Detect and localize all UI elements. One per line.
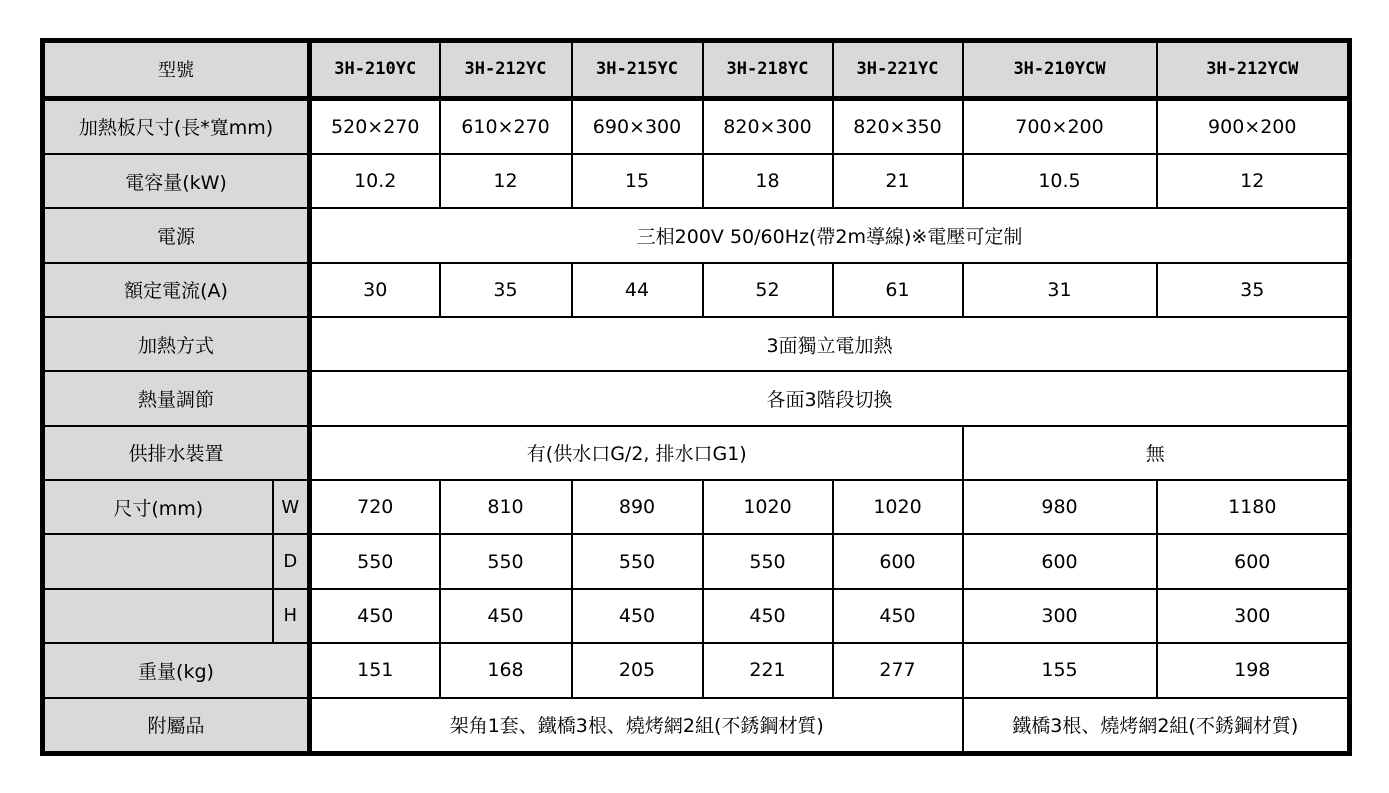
- current-cell: 35: [440, 263, 572, 317]
- current-row: [43, 263, 1350, 317]
- capacity-cell: 12: [440, 154, 572, 208]
- size-h-cell: 450: [572, 589, 703, 643]
- size-d-row: [43, 534, 1350, 588]
- water-value-ycw: 無: [963, 426, 1350, 480]
- power-label: 電源: [43, 208, 310, 262]
- size-h-cell: 450: [703, 589, 833, 643]
- plate-size-cell: 610×270: [440, 98, 572, 154]
- size-w-cell: 810: [440, 480, 572, 534]
- capacity-cell: 18: [703, 154, 833, 208]
- capacity-cell: 12: [1157, 154, 1350, 208]
- plate-size-label: 加熱板尺寸(長*寬mm): [43, 98, 310, 154]
- capacity-cell: 10.2: [310, 154, 440, 208]
- size-h-cell: 450: [310, 589, 440, 643]
- size-label: 尺寸(mm): [43, 480, 273, 534]
- spec-table: [40, 38, 1352, 756]
- weight-row: [43, 643, 1350, 697]
- weight-cell: 151: [310, 643, 440, 697]
- weight-cell: 198: [1157, 643, 1350, 697]
- accessories-value-yc: 架角1套、鐵橋3根、燒烤網2組(不銹鋼材質): [310, 698, 963, 754]
- model-name: 3H-215YC: [572, 41, 703, 99]
- heating-row: [43, 317, 1350, 371]
- current-cell: 35: [1157, 263, 1350, 317]
- size-h-cell: 450: [833, 589, 963, 643]
- size-d-cell: 600: [963, 534, 1157, 588]
- model-name: 3H-210YCW: [963, 41, 1157, 99]
- heating-label: 加熱方式: [43, 317, 310, 371]
- power-row: [43, 208, 1350, 262]
- water-label: 供排水裝置: [43, 426, 310, 480]
- size-d-label: D: [273, 534, 310, 588]
- header-row: [43, 41, 1350, 99]
- size-w-cell: 1020: [703, 480, 833, 534]
- size-w-label: W: [273, 480, 310, 534]
- weight-cell: 221: [703, 643, 833, 697]
- water-value-yc: 有(供水口G/2, 排水口G1): [310, 426, 963, 480]
- current-label: 額定電流(A): [43, 263, 310, 317]
- size-w-cell: 890: [572, 480, 703, 534]
- size-h-row: [43, 589, 1350, 643]
- plate-size-cell: 820×350: [833, 98, 963, 154]
- size-h-label: H: [273, 589, 310, 643]
- plate-size-cell: 820×300: [703, 98, 833, 154]
- size-d-cell: 550: [440, 534, 572, 588]
- size-label-blank: [43, 589, 273, 643]
- power-value: 三相200V 50/60Hz(帶2m導線)※電壓可定制: [310, 208, 1350, 262]
- capacity-cell: 21: [833, 154, 963, 208]
- size-w-cell: 980: [963, 480, 1157, 534]
- plate-size-row: [43, 98, 1350, 154]
- size-label-blank: [43, 534, 273, 588]
- size-d-cell: 550: [703, 534, 833, 588]
- weight-cell: 205: [572, 643, 703, 697]
- size-w-row: [43, 480, 1350, 534]
- size-w-cell: 1180: [1157, 480, 1350, 534]
- capacity-row: [43, 154, 1350, 208]
- plate-size-cell: 690×300: [572, 98, 703, 154]
- accessories-value-ycw: 鐵橋3根、燒烤網2組(不銹鋼材質): [963, 698, 1350, 754]
- current-cell: 52: [703, 263, 833, 317]
- size-d-cell: 550: [572, 534, 703, 588]
- weight-label: 重量(kg): [43, 643, 310, 697]
- model-header-label: 型號: [43, 41, 310, 99]
- plate-size-cell: 700×200: [963, 98, 1157, 154]
- plate-size-cell: 900×200: [1157, 98, 1350, 154]
- plate-size-cell: 520×270: [310, 98, 440, 154]
- current-cell: 44: [572, 263, 703, 317]
- capacity-label: 電容量(kW): [43, 154, 310, 208]
- model-name: 3H-212YCW: [1157, 41, 1350, 99]
- size-h-cell: 450: [440, 589, 572, 643]
- size-w-cell: 720: [310, 480, 440, 534]
- size-d-cell: 600: [833, 534, 963, 588]
- weight-cell: 155: [963, 643, 1157, 697]
- size-h-cell: 300: [1157, 589, 1350, 643]
- size-d-cell: 600: [1157, 534, 1350, 588]
- accessories-row: [43, 698, 1350, 754]
- water-row: [43, 426, 1350, 480]
- heat-adjust-label: 熱量調節: [43, 371, 310, 425]
- weight-cell: 168: [440, 643, 572, 697]
- current-cell: 31: [963, 263, 1157, 317]
- size-d-cell: 550: [310, 534, 440, 588]
- heat-adjust-row: [43, 371, 1350, 425]
- capacity-cell: 10.5: [963, 154, 1157, 208]
- model-name: 3H-221YC: [833, 41, 963, 99]
- heat-adjust-value: 各面3階段切換: [310, 371, 1350, 425]
- current-cell: 30: [310, 263, 440, 317]
- accessories-label: 附屬品: [43, 698, 310, 754]
- model-name: 3H-212YC: [440, 41, 572, 99]
- model-name: 3H-218YC: [703, 41, 833, 99]
- heating-value: 3面獨立電加熱: [310, 317, 1350, 371]
- model-name: 3H-210YC: [310, 41, 440, 99]
- current-cell: 61: [833, 263, 963, 317]
- capacity-cell: 15: [572, 154, 703, 208]
- size-h-cell: 300: [963, 589, 1157, 643]
- size-w-cell: 1020: [833, 480, 963, 534]
- weight-cell: 277: [833, 643, 963, 697]
